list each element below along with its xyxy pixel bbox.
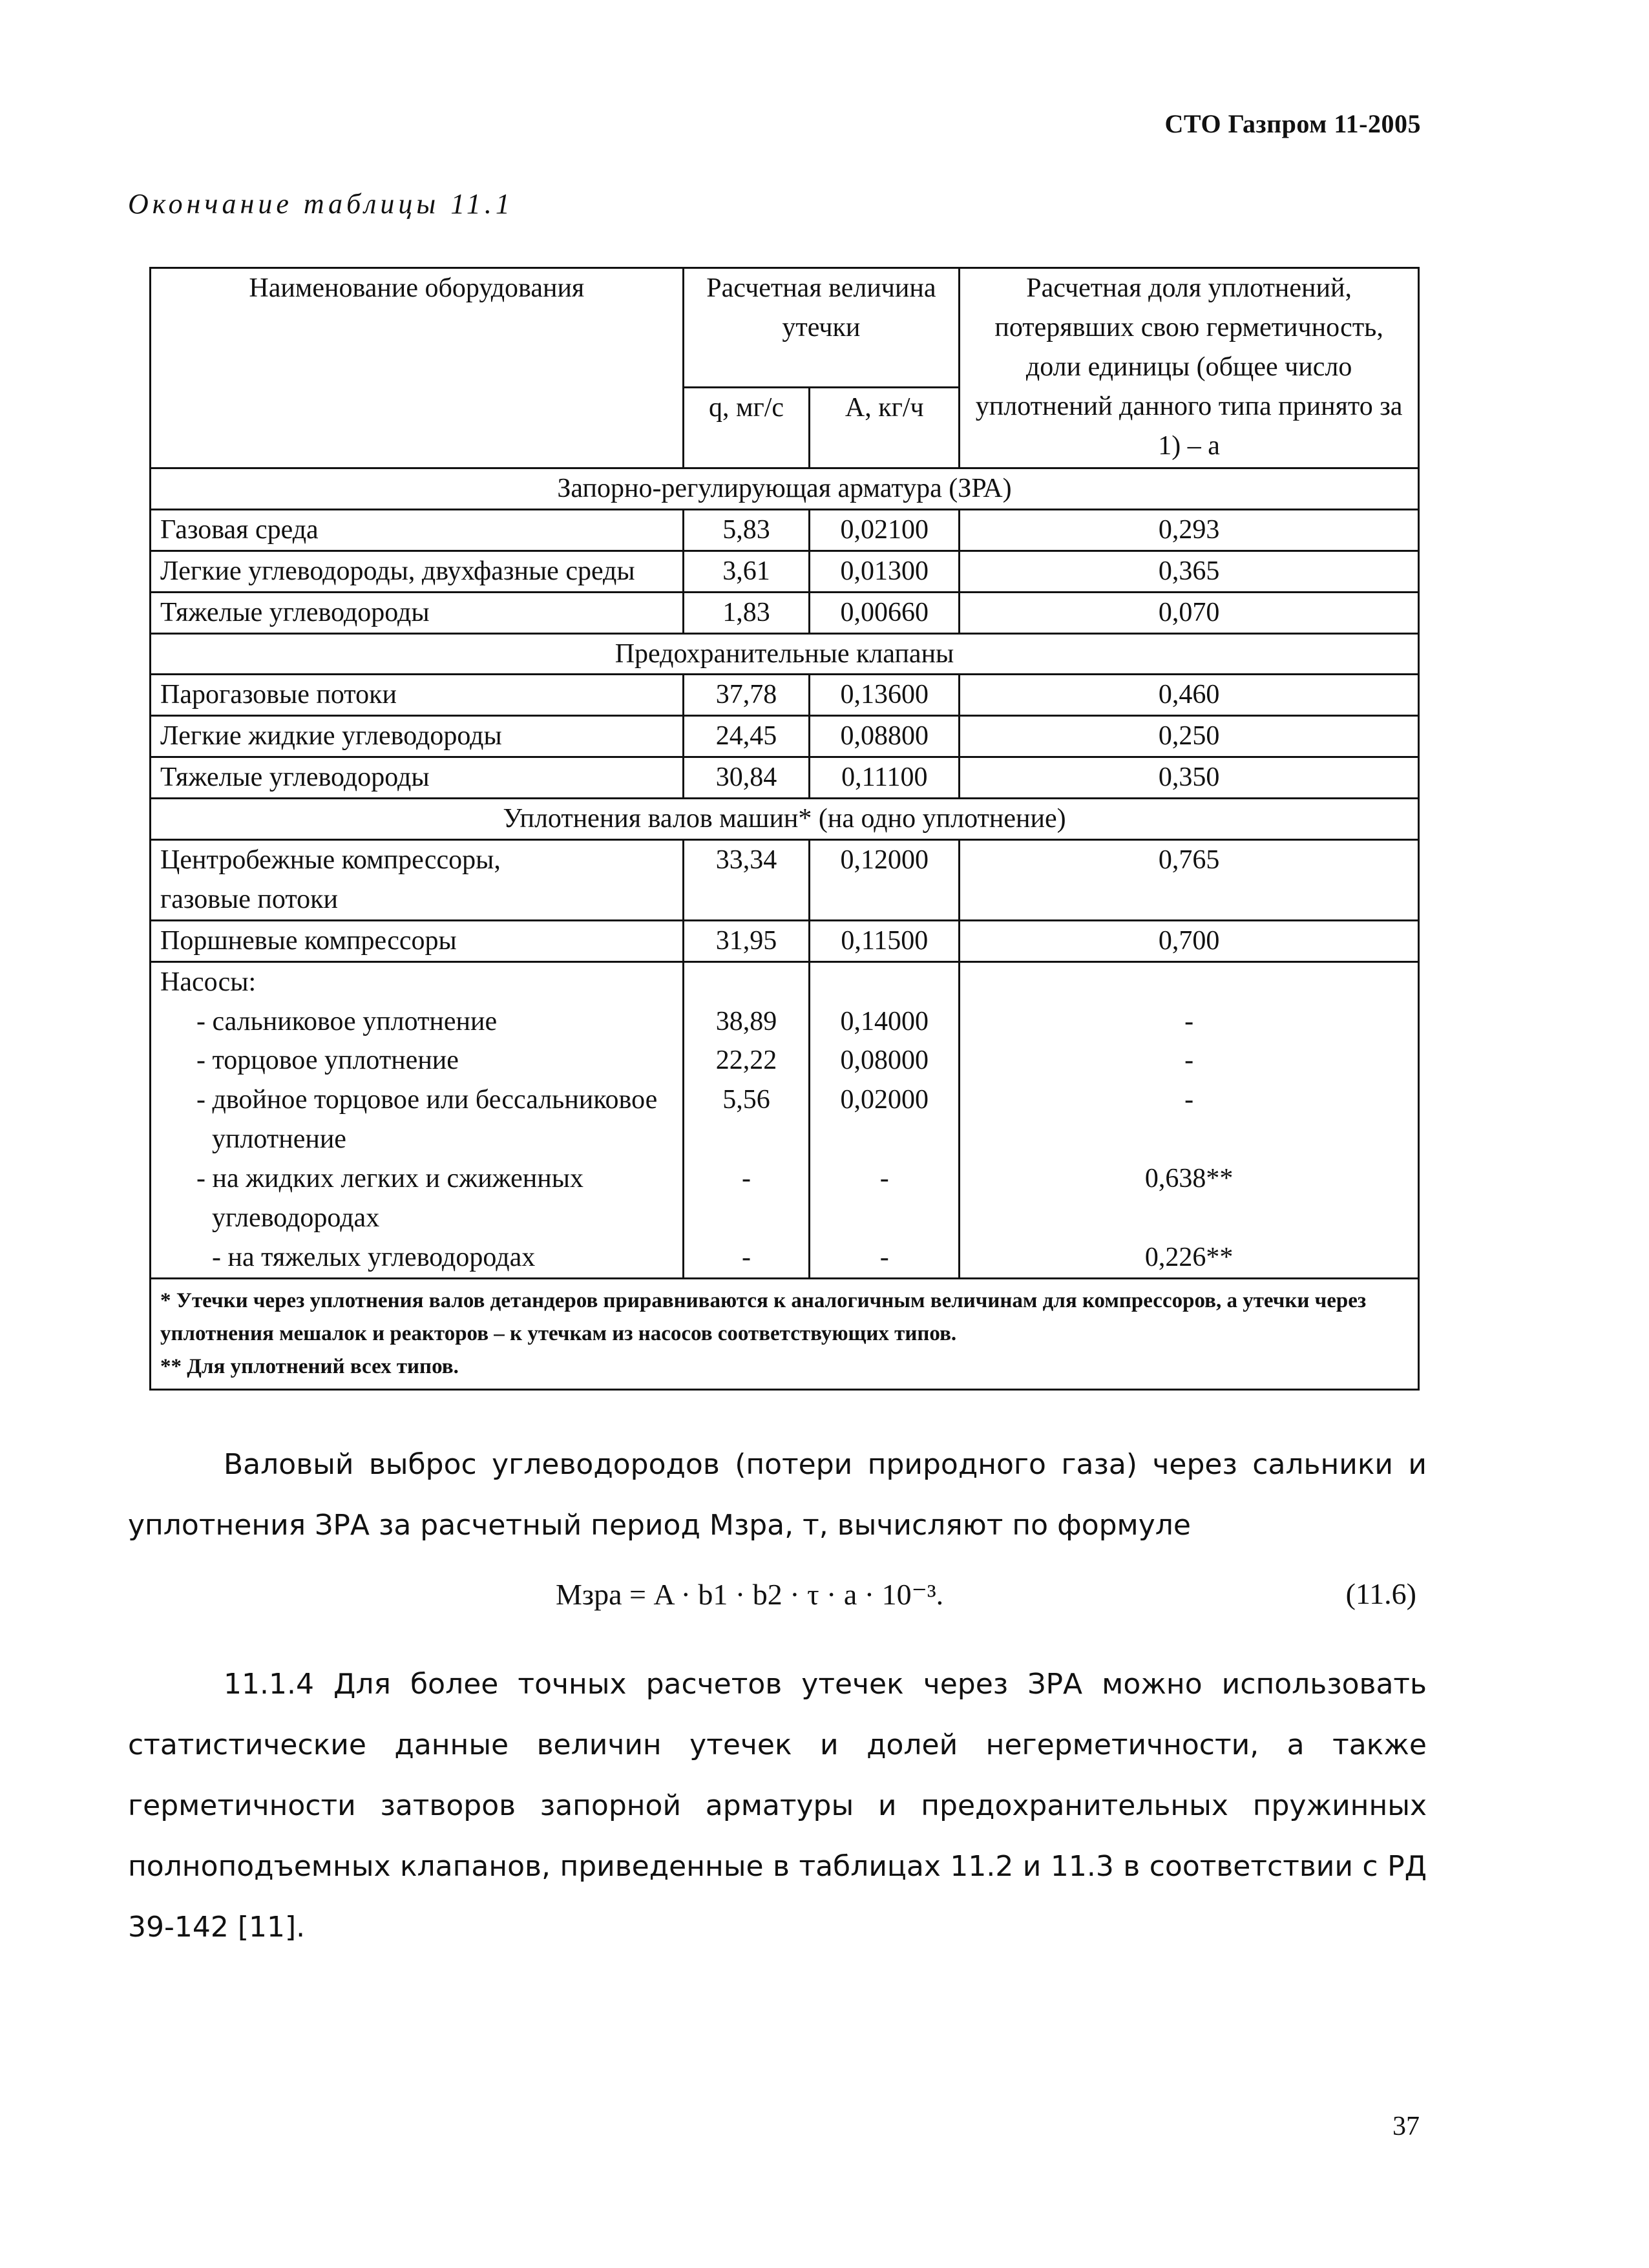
table-row [151, 509, 1419, 551]
row-a: 0,01300 [810, 551, 960, 592]
row-name: Парогазовые потоки [151, 675, 684, 716]
row-share: 0,765 [960, 840, 1419, 921]
row-name: Легкие жидкие углеводороды [151, 716, 684, 757]
row-q: 3,61 [683, 551, 810, 592]
pump-a: - [879, 1242, 889, 1272]
row-share: 0,460 [960, 675, 1419, 716]
document-header: СТО Газпром 11-2005 [1164, 109, 1421, 138]
pump-share: 0,638** [1144, 1164, 1234, 1194]
table-row [151, 675, 1419, 716]
pump-row-name: - торцовое уплотнение [196, 1045, 459, 1076]
pumps-block [151, 961, 1419, 1278]
row-share: 0,365 [960, 551, 1419, 592]
row-q: 31,95 [683, 920, 810, 961]
col-header-a: A, кг/ч [810, 388, 960, 468]
row-name: Легкие углеводороды, двухфазные среды [151, 551, 684, 592]
section-title: Запорно-регулирующая арматура (ЗРА) [151, 468, 1419, 510]
row-share: 0,250 [960, 716, 1419, 757]
row-q: 33,34 [683, 840, 810, 921]
table-row [151, 920, 1419, 961]
row-q: 37,78 [683, 675, 810, 716]
row-a: 0,00660 [810, 592, 960, 633]
pump-row-name-cont: уплотнение [212, 1124, 346, 1155]
row-name: Тяжелые углеводороды [151, 757, 684, 799]
col-header-q: q, мг/с [683, 388, 810, 468]
formula: Mзра = A · b1 · b2 · τ · a · 10⁻³. [556, 1578, 944, 1611]
table-row [151, 840, 1419, 921]
pump-share: 0,226** [1144, 1242, 1234, 1272]
table-caption: Окончание таблицы 11.1 [128, 188, 514, 220]
row-q: 24,45 [683, 716, 810, 757]
pump-q: 5,56 [722, 1085, 770, 1115]
pumps-q [683, 961, 810, 1278]
page-number: 37 [1392, 2112, 1420, 2141]
row-name-line2: газовые потоки [160, 884, 339, 914]
table-row [151, 592, 1419, 633]
row-share: 0,070 [960, 592, 1419, 633]
pump-q: 38,89 [715, 1006, 777, 1036]
pumps-names [151, 961, 684, 1278]
pump-a: 0,02000 [840, 1085, 929, 1115]
pump-q: - [742, 1242, 751, 1272]
leak-table [149, 267, 1420, 1391]
pump-share: - [1184, 1085, 1194, 1115]
table-footnotes [151, 1278, 1419, 1389]
pump-a: 0,08000 [840, 1045, 929, 1076]
pump-row-name: - на тяжелых углеводородах [212, 1242, 536, 1272]
section-title: Предохранительные клапаны [151, 633, 1419, 675]
pumps-title: Насосы: [160, 967, 257, 997]
row-a: 0,12000 [810, 840, 960, 921]
row-a: 0,02100 [810, 509, 960, 551]
paragraph-11-1-4: 11.1.4 Для более точных расчетов утечек через ЗРА можно использовать статистические данные величин утечек и долей негерметичности, а также герметичности затворов запорной арматуры и предохранительных пружинных полноподъемных клапанов, приведенные в таблицах 11.2 и 11.3 в соответствии с РД 39-142 [11]. [128, 1668, 1427, 1944]
pump-a: - [879, 1164, 889, 1194]
row-a: 0,11500 [810, 920, 960, 961]
row-a: 0,11100 [810, 757, 960, 799]
row-q: 1,83 [683, 592, 810, 633]
row-name-line1: Центробежные компрессоры, [160, 845, 501, 876]
pump-q: - [742, 1164, 751, 1194]
table-row [151, 757, 1419, 799]
formula-number: (11.6) [1345, 1577, 1416, 1610]
row-share: 0,293 [960, 509, 1419, 551]
row-share: 0,700 [960, 920, 1419, 961]
row-name: Поршневые компрессоры [151, 920, 684, 961]
pump-a: 0,14000 [840, 1006, 929, 1036]
row-a: 0,13600 [810, 675, 960, 716]
footnote-1: * Утечки через уплотнения валов детандеров приравниваются к аналогичным величинам для компрессоров, а утечки через уплотнения мешалок и реакторов – к утечкам из насосов соответствующих типов. [160, 1288, 1367, 1345]
pumps-share [960, 961, 1419, 1278]
col-header-share: Расчетная доля уплотнений, потерявших свою герметичность, доли единицы (общее число уплотнений данного типа принято за 1) – a [960, 268, 1419, 468]
row-share: 0,350 [960, 757, 1419, 799]
paragraph-emission: Валовый выброс углеводородов (потери природного газа) через сальники и уплотнения ЗРА за расчетный период Mзра, т, вычисляют по формуле [128, 1448, 1427, 1542]
pump-row-name: - сальниковое уплотнение [196, 1006, 498, 1036]
row-name [151, 840, 684, 921]
section-title: Уплотнения валов машин* (на одно уплотнение) [151, 799, 1419, 840]
footnote-2: ** Для уплотнений всех типов. [160, 1355, 459, 1379]
pump-row-name: - двойное торцовое или бессальниковое [196, 1085, 658, 1115]
pump-q: 22,22 [715, 1045, 777, 1076]
col-header-name: Наименование оборудования [151, 268, 684, 468]
pump-share: - [1184, 1045, 1194, 1076]
row-q: 30,84 [683, 757, 810, 799]
col-header-leak: Расчетная величина утечки [683, 268, 960, 388]
row-name: Газовая среда [151, 509, 684, 551]
pump-row-name-cont: углеводородах [212, 1203, 380, 1234]
row-a: 0,08800 [810, 716, 960, 757]
pump-row-name: - на жидких легких и сжиженных [196, 1164, 583, 1194]
pump-share: - [1184, 1006, 1194, 1036]
pumps-a [810, 961, 960, 1278]
table-row [151, 551, 1419, 592]
table-row [151, 716, 1419, 757]
row-q: 5,83 [683, 509, 810, 551]
row-name: Тяжелые углеводороды [151, 592, 684, 633]
